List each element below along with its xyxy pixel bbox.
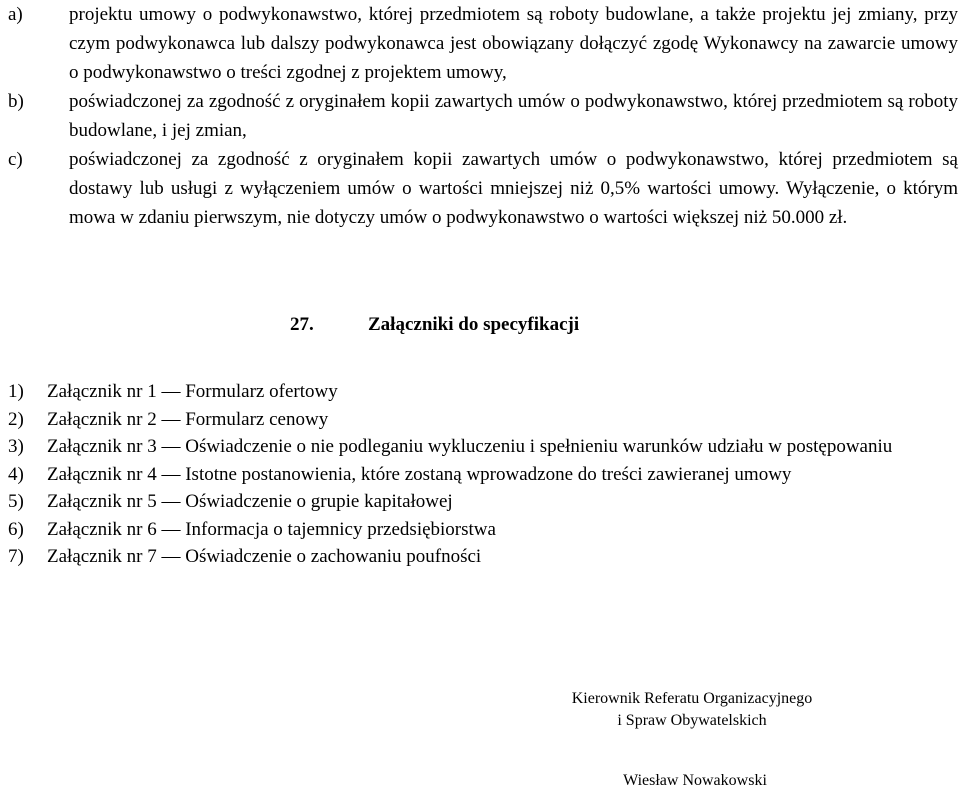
attachment-item [8, 406, 908, 434]
attachment-text: Załącznik nr 3 — Oświadczenie o nie podleganiu wykluczeniu i spełnieniu warunków udziału w postępowaniu [47, 436, 893, 457]
signatory-title-line-2: i Spraw Obywatelskich [617, 712, 767, 729]
list-item [8, 145, 958, 232]
list-item-text: poświadczonej za zgodność z oryginałem kopii zawartych umów o podwykonawstwo, której przedmiotem są dostawy lub usługi z wyłączeniem umów o wartości mniejszej niż 0,5% wartości umowy. Wyłączenie, o którym mowa w zdaniu pierwszym, nie dotyczy umów o podwykonawstwo o wartości większej niż 50.000 zł. [69, 149, 958, 228]
attachment-text: Załącznik nr 7 — Oświadczenie o zachowaniu poufności [47, 546, 482, 567]
obligations-list [8, 0, 958, 232]
list-marker: 6) [8, 518, 24, 540]
attachment-item [8, 433, 908, 461]
list-item [8, 87, 958, 145]
attachments-list [8, 378, 908, 571]
section-number: 27. [290, 314, 314, 335]
attachment-text: Załącznik nr 2 — Formularz cenowy [47, 408, 329, 430]
list-marker: 5) [8, 491, 24, 512]
attachment-text: Załącznik nr 1 — Formularz ofertowy [47, 381, 338, 402]
list-marker: 2) [8, 408, 24, 430]
attachment-text: Załącznik nr 4 — Istotne postanowienia, które zostaną wprowadzone do treści zawieranej umowy [47, 463, 792, 485]
list-item-text: poświadczonej za zgodność z oryginałem kopii zawartych umów o podwykonawstwo, której przedmiotem są roboty budowlane, i jej zmian, [69, 91, 958, 141]
list-marker: b) [8, 91, 24, 112]
list-item [8, 0, 958, 87]
list-marker: a) [8, 4, 23, 25]
list-marker: 3) [8, 436, 24, 457]
list-marker: 1) [8, 381, 24, 402]
list-item-text: projektu umowy o podwykonawstwo, której przedmiotem są roboty budowlane, a także projektu jej zmiany, przy czym podwykonawca lub dalszy podwykonawca jest obowiązany dołączyć zgodę Wykonawcy na zawarcie umowy o podwykonawstwo o treści zgodnej z projektem umowy, [69, 4, 958, 83]
attachment-item [8, 488, 908, 516]
list-marker: 7) [8, 546, 24, 567]
section-title: Załączniki do specyfikacji [368, 314, 580, 335]
signatory-title-line-1: Kierownik Referatu Organizacyjnego [571, 690, 813, 707]
attachment-item [8, 378, 908, 406]
attachment-item [8, 461, 908, 489]
attachment-text: Załącznik nr 6 — Informacja o tajemnicy przedsiębiorstwa [47, 518, 496, 540]
list-marker: 4) [8, 463, 24, 485]
attachment-item [8, 516, 908, 544]
attachment-text: Załącznik nr 5 — Oświadczenie o grupie kapitałowej [47, 491, 453, 512]
attachment-item [8, 543, 908, 571]
signatory-name: Wiesław Nowakowski [623, 772, 767, 789]
signatory-title [542, 688, 842, 732]
list-marker: c) [8, 149, 23, 170]
